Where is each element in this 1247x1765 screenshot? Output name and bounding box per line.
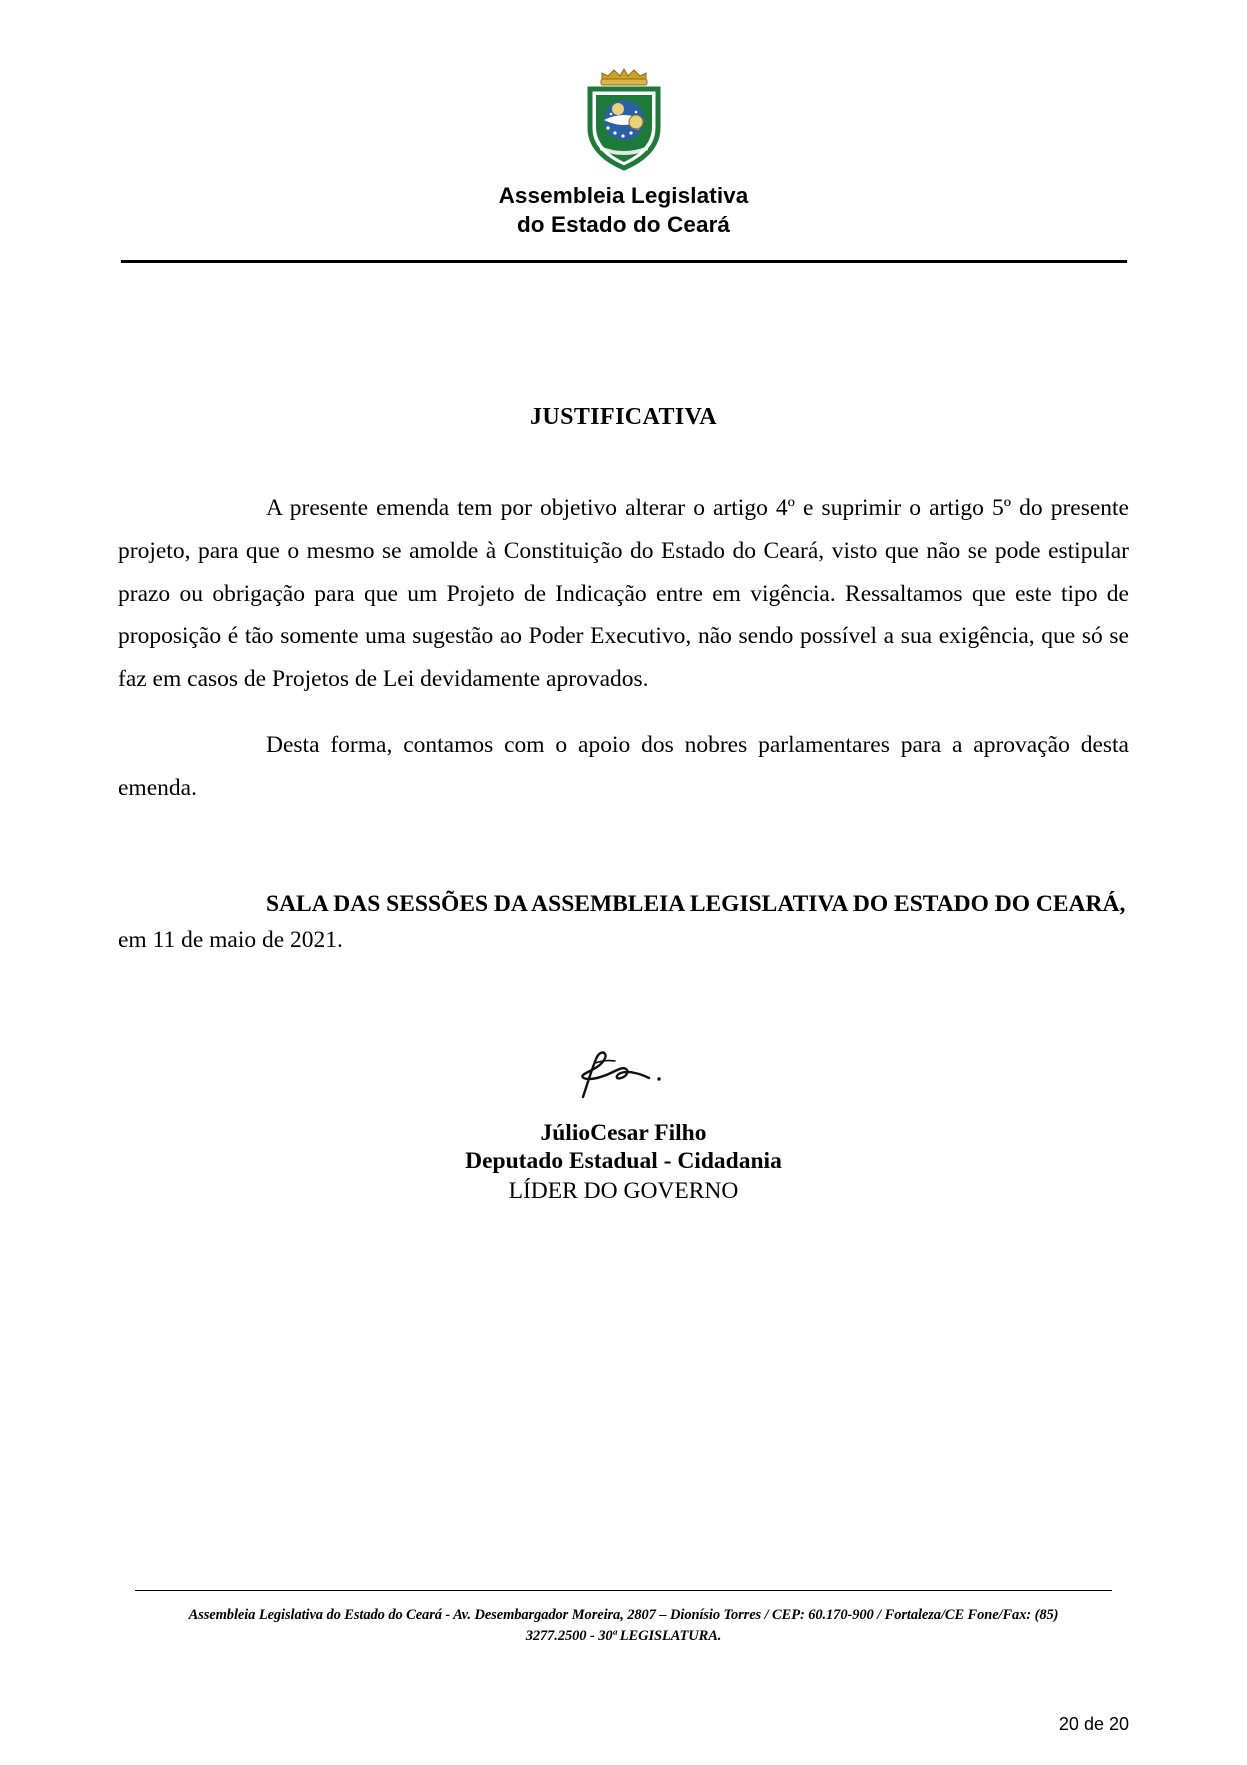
signatory-role: Deputado Estadual - Cidadania (465, 1148, 782, 1175)
session-statement-prefix: SALA DAS SESSÕES DA ASSEMBLEIA LEGISLATIVA DO ESTADO DO CEARÁ, (266, 890, 1126, 917)
page-title: JUSTIFICATIVA (529, 404, 718, 430)
signatory-name: JúlioCesar Filho (540, 1119, 707, 1146)
footer-address-line1: Assembleia Legislativa do Estado do Ceará - Av. Desembargador Moreira, 2807 – Dionísio Torres / CEP: 60.170-900 / Fortaleza/CE Fone/Fax: (85) (188, 1606, 1059, 1623)
paragraph-justification-1: A presente emenda tem por objetivo alterar o artigo 4º e suprimir o artigo 5º do presente projeto, para que o mesmo se amolde à Constituição do Estado do Ceará, visto que não se pode estipular prazo ou obrigação para que um Projeto de Indicação entre em vigência. Ressaltamos que este tipo de proposição é tão somente uma sugestão ao Poder Executivo, não sendo possível a sua exigência, que só se faz em casos de Projetos de Lei devidamente aprovados. (118, 495, 1129, 693)
footer-address-line2: 3277.2500 - 30ª LEGISLATURA. (525, 1627, 722, 1644)
session-statement-date: em 11 de maio de 2021. (118, 927, 343, 954)
header-divider (121, 260, 1127, 263)
page-number: 20 de 20 (1058, 1714, 1129, 1734)
signatory-position: LÍDER DO GOVERNO (508, 1178, 739, 1205)
footer-divider (135, 1590, 1112, 1591)
handwritten-signature-icon (549, 1045, 699, 1105)
signature-block (118, 1045, 1129, 1207)
organization-name-line2: do Estado do Ceará (516, 211, 731, 237)
paragraph-justification-2: Desta forma, contamos com o apoio dos nobres parlamentares para a aprovação desta emenda. (118, 732, 1129, 802)
ceara-state-coat-of-arms-icon (578, 62, 670, 174)
document-body (118, 404, 1129, 1207)
session-statement (118, 886, 1129, 959)
document-footer (135, 1590, 1112, 1647)
document-header (0, 0, 1247, 263)
organization-name (0, 182, 1247, 240)
organization-name-line1: Assembleia Legislativa (498, 183, 749, 208)
